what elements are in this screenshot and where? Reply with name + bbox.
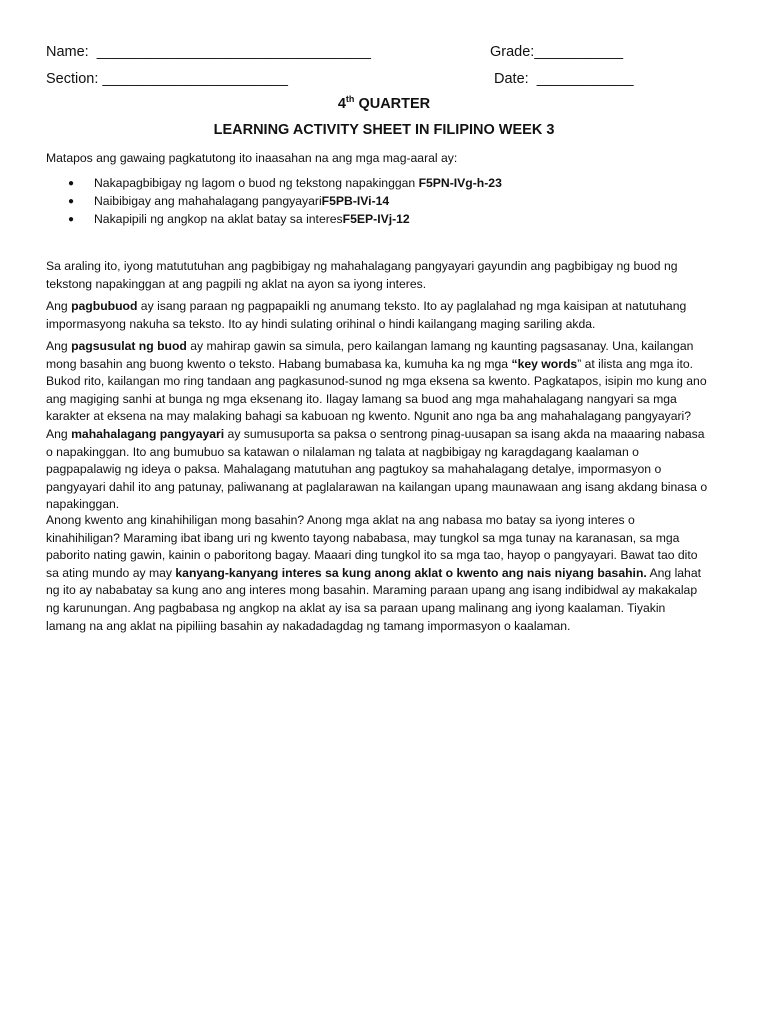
emphasis-interes: kanyang-kanyang interes sa kung anong aklat o kwento ang nais niyang basahin. — [175, 565, 647, 580]
date-label: Date: — [494, 71, 529, 87]
paragraph-pagsusulat — [46, 338, 708, 514]
text-run: ay mahirap gawin sa simula, pero kailangan lamang ng kaunting pagsasanay. Una, kailangan mong basahin ang buong kwento o teksto. Habang bumabasa ka, kumuha ka ng mga — [46, 339, 694, 371]
section-blank: _______________________ — [102, 71, 288, 87]
text-run: Ang — [46, 299, 72, 313]
paragraph-interes — [46, 512, 708, 635]
text-run: ” at ilista ang mga ito. Bukod rito, kailangan mo ring tandaan ang pagkasunod-sunod ng mga eksena sa kwento. Pagkatapos, isipin mo kung ano ang magiging sanhi at bunga ng mga eksenang ito. Ilagay lamang sa buod ang mga mahahalagang nangyari sa mga karakter at eksena na may malaking bahagi sa kabuoan ng kwento. Ngunit ano nga ba ang mahahalagang pangyayari? Ang — [46, 356, 707, 441]
grade-label: Grade: — [490, 44, 535, 60]
text-run: Ang — [46, 339, 72, 353]
objective-code: F5PN-IVg-h-23 — [418, 176, 502, 190]
quarter-text: QUARTER — [354, 96, 431, 112]
objective-text: Nakapipili ng angkop na aklat batay sa interes — [94, 211, 343, 226]
text-run: Ang lahat ng ito ay nababatay sa kung ano ang interes mong basahin. Maraming paraan upang ang isang indibidwal ay makakalap ng karunungan. Ang pagbabasa ng angkop na aklat ay isa sa paraan upang malinang ang iyong kaalaman. Tiyakin lamang na ang aklat na pipiliing basahin ay nakadadagdag ng tamang impormasyon o kaalaman. — [46, 565, 701, 633]
text-run: Anong kwento ang kinahihiligan mong basahin? Anong mga aklat na ang nabasa mo batay sa iyong interes o kinahihiligan? Maraming ibat ibang uri ng kwento tayong nababasa, may tungkol sa mga tunay na karanasan, sa mga paborito nating gawin, kainin o paboritong bagay. Maaari ding tungkol ito sa mga tao, hayop o pangyayari. Bawat tao dito sa ating mundo ay may — [46, 513, 698, 580]
list-item — [46, 193, 706, 211]
section-label: Section: — [46, 71, 99, 87]
name-label: Name: — [46, 44, 89, 60]
objective-code: F5EP-IVj-12 — [342, 211, 410, 226]
bullet-icon: ● — [68, 195, 75, 207]
list-item — [46, 211, 706, 229]
date-blank: ____________ — [536, 71, 634, 87]
grade-field — [490, 43, 623, 61]
name-blank: __________________________________ — [96, 44, 371, 60]
term-pagbubuod: pagbubuod — [71, 299, 138, 313]
section-field — [46, 70, 288, 88]
paragraph-intro: Sa araling ito, iyong matututuhan ang pagbibigay ng mahahalagang pangyayari gayundin ang pagbibigay ng buod ng tekstong napakinggan at ang pagpili ng aklat na ayon sa iyong interes. — [46, 259, 678, 291]
text-run: ay sumusuporta sa paksa o sentrong pinag-uusapan sa isang akda na maaaring nabasa o napakinggan. Ito ang bumubuo sa katawan o nilalaman ng talata at nagbibigay ng karagdagang kaalaman o pagpapalawig ng ideya o paksa. Mahalagang matutuhan ang pagtukoy sa mahahalagang detalye, impormasyon o pangyayari dahil ito ang patunay, paliwanang at paglalarawan na kailangan upang maunawaan ang isang akdang binasa o napakinggan. — [46, 426, 708, 512]
bullet-icon: ● — [68, 178, 75, 189]
grade-blank: ___________ — [534, 44, 624, 60]
intro-text: Matapos ang gawaing pagkatutong ito inaasahan na ang mga mag-aaral ay: — [46, 151, 458, 165]
page-title: LEARNING ACTIVITY SHEET IN FILIPINO WEEK 3 — [213, 122, 555, 138]
quarter-number: 4 — [337, 96, 346, 112]
list-item — [46, 175, 706, 193]
paragraph-pagbubuod — [46, 298, 708, 333]
quarter-heading — [0, 96, 768, 112]
objectives-list — [46, 175, 706, 228]
term-mahahalagang-pangyayari: mahahalagang pangyayari — [71, 426, 225, 441]
bullet-icon: ● — [68, 213, 75, 225]
quarter-ordinal: th — [345, 94, 355, 105]
objective-text: Naibibigay ang mahahalagang pangyayari — [94, 193, 322, 208]
objective-code: F5PB-IVi-14 — [321, 193, 390, 208]
objective-text: Nakapagbibigay ng lagom o buod ng tekstong napakinggan — [94, 176, 419, 190]
term-pagsusulat-ng-buod: pagsusulat ng buod — [71, 339, 187, 353]
name-field — [46, 43, 371, 61]
date-field — [494, 70, 634, 88]
text-run: ay isang paraan ng pagpapaikli ng anumang teksto. Ito ay paglalahad ng mga kaisipan at natutuhang impormasyong nakuha sa teksto. Ito ay hindi sulating orihinal o hindi kailangang maging sariling akda. — [46, 299, 687, 331]
term-key-words: “key words — [511, 356, 578, 371]
